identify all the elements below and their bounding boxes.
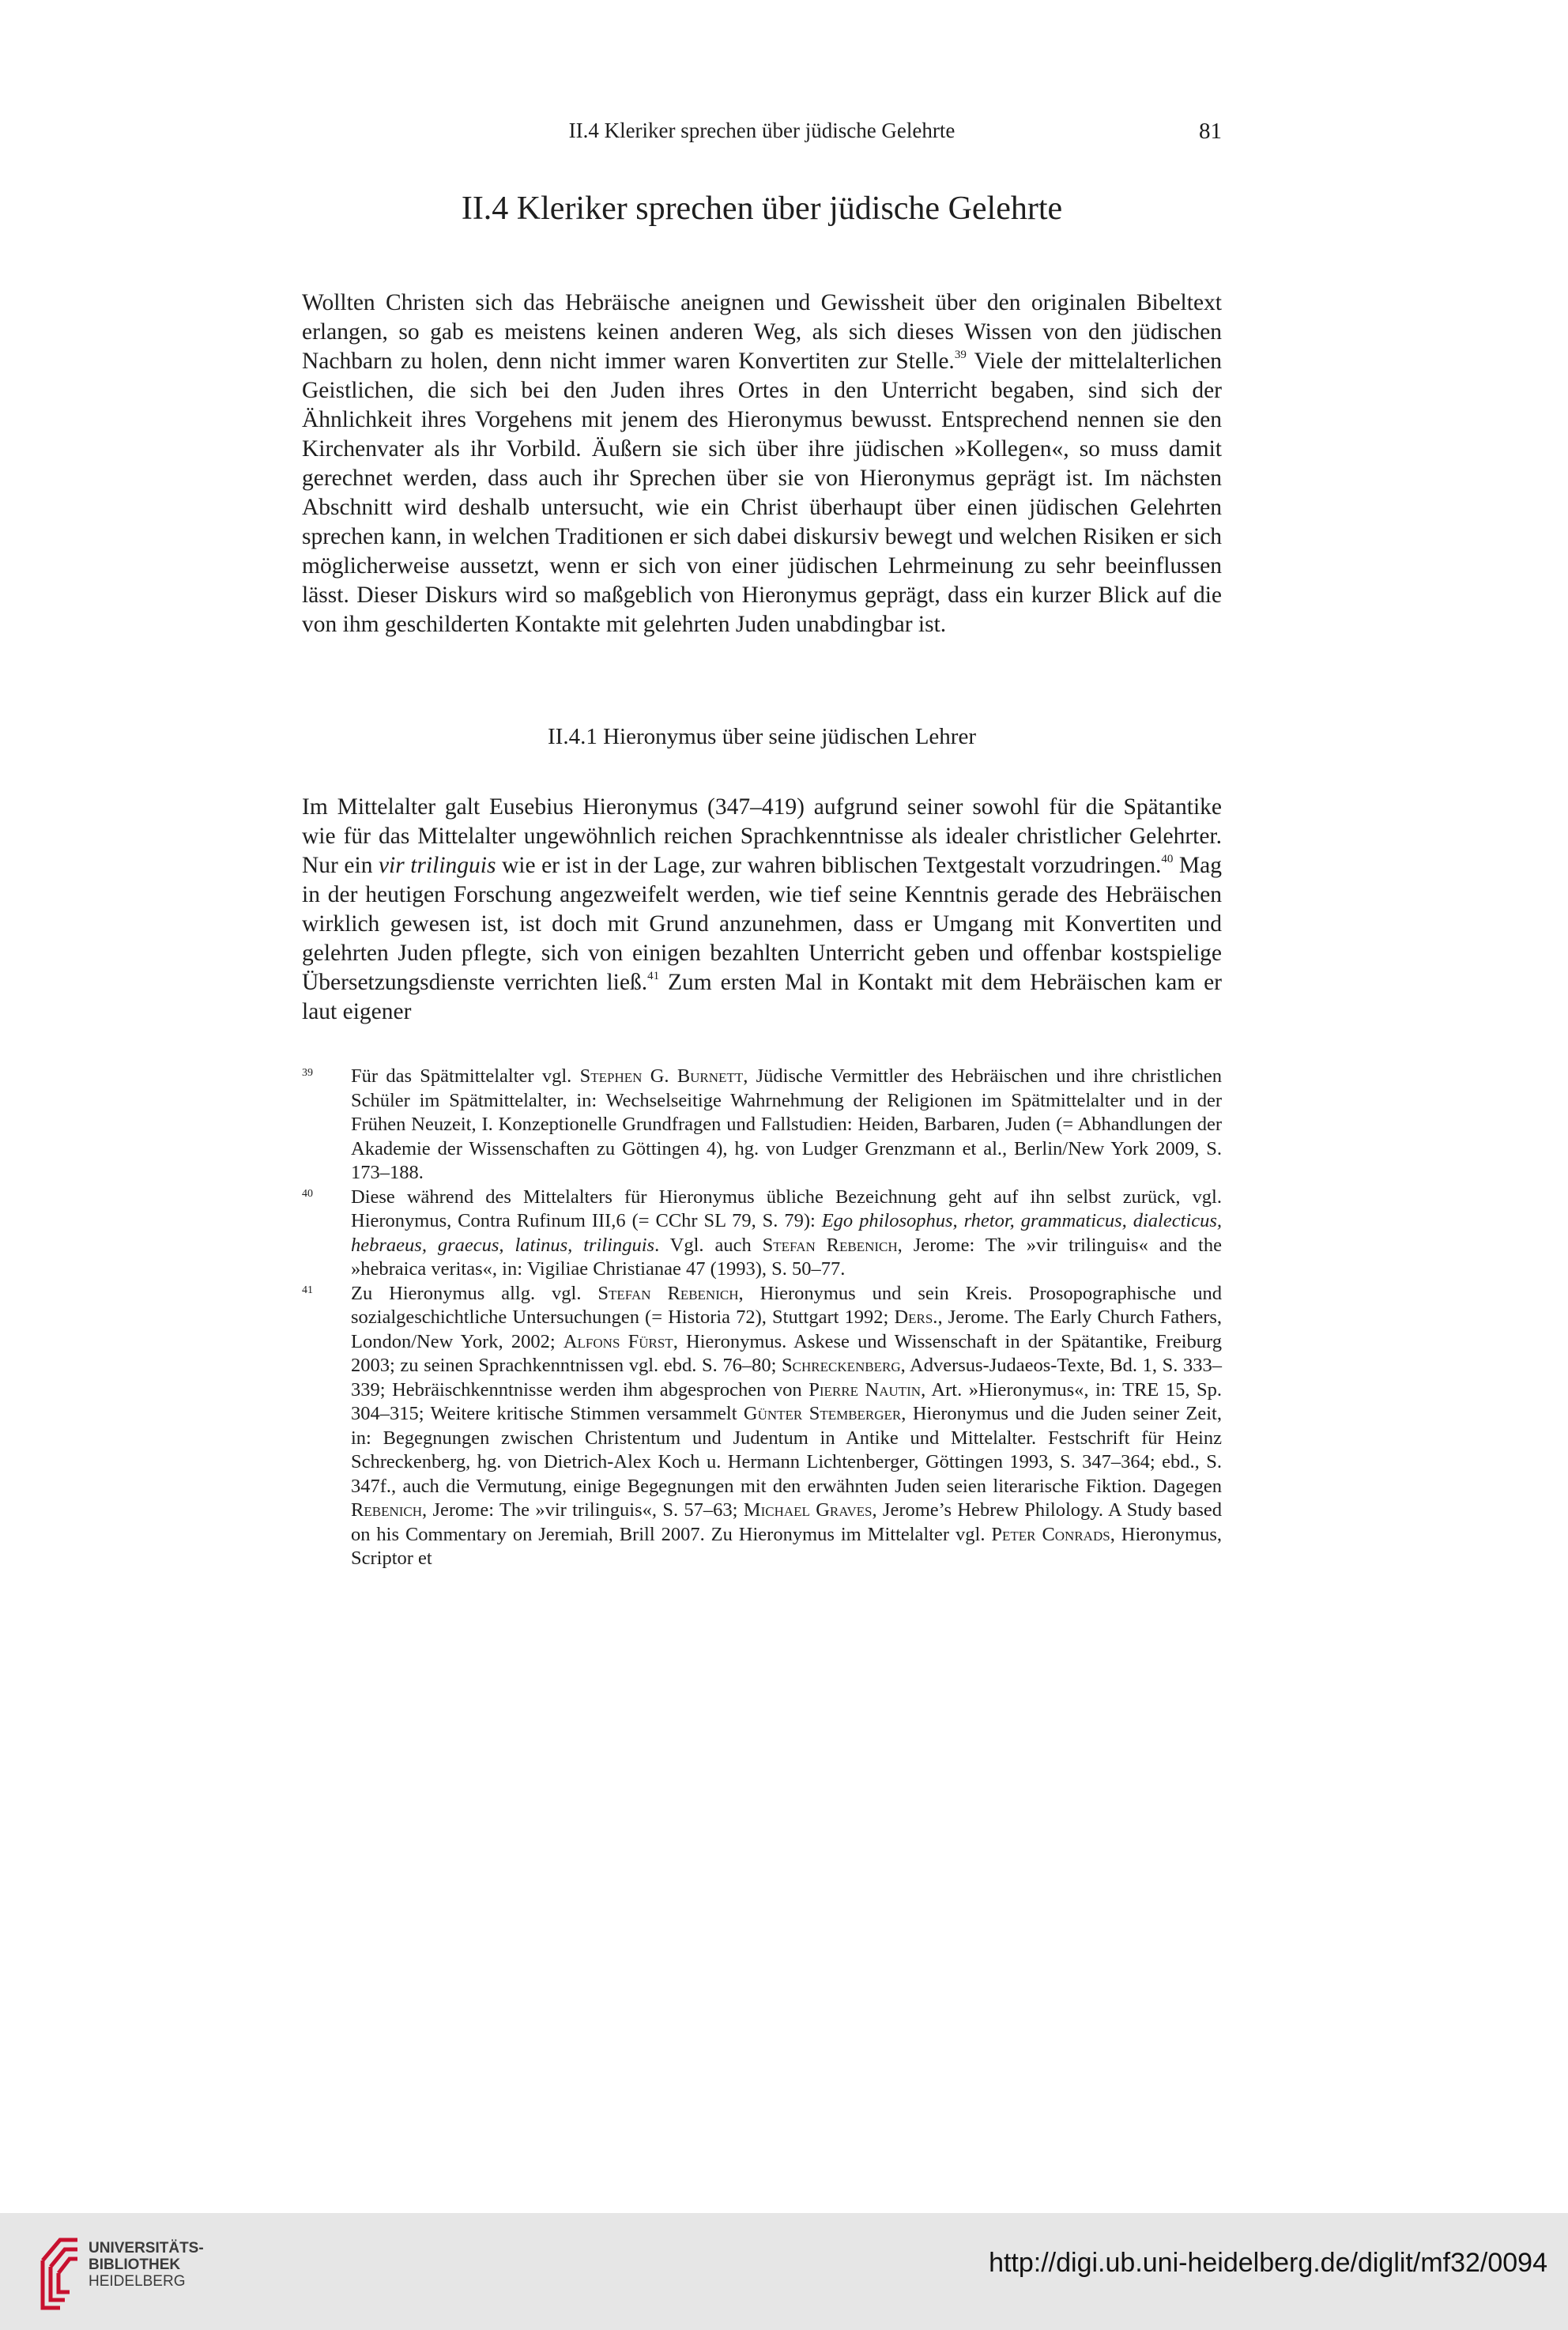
paragraph-text: Viele der mittelalterlichen Geistlichen, die sich bei den Juden ihres Ortes in den Unterricht begaben, sind sich der Ähnlichkeit ihres Vorgehens mit jenem des Hieronymus bewusst. Entsprechend nennen sie den Kirchenvater als ihr Vorbild. Äußern sie sich über ihre jüdischen »Kollegen«, so muss damit gerechnet werden, dass auch ihr Sprechen über sie von Hieronymus geprägt ist. Im nächsten Abschnitt wird deshalb untersucht, wie ein Christ überhaupt über einen jüdischen Gelehrten sprechen kann, in welchen Traditionen er sich dabei diskursiv bewegt und welchen Risiken er sich möglicherweise aussetzt, wenn er sich von einer jüdischen Lehrmeinung zu sehr beeinflussen lässt. Dieser Diskurs wird so maßgeblich von Hieronymus geprägt, dass ein kurzer Blick auf die von ihm geschilderten Kontakte mit gelehrten Juden unabdingbar ist. xyxy=(302,349,1222,637)
footnote-39 xyxy=(302,1065,1222,1186)
author-name: Günter Stemberger xyxy=(743,1403,902,1424)
footnote-text: , Hieronymus, Scriptor et xyxy=(351,1523,1222,1569)
footnote-ref-39[interactable]: 39 xyxy=(954,349,967,362)
footnote-text: , Jüdische Vermittler des Hebräischen und ihre christlichen Schüler im Spätmittelalter, in: Wechselseitige Wahrnehmung der Religionen im Spätmittelalter und in der Frühen Neuzeit, I. Konzeptionelle Grundfragen und Fallstudien: Heiden, Barbaren, Juden (= Abhandlungen der Akademie der Wissenschaften zu Göttingen 4), hg. von Ludger Grenzmann et al., Berlin/New York 2009, S. 173–188. xyxy=(351,1065,1222,1183)
author-name: Rebenich xyxy=(351,1499,423,1521)
footnote-text: , Jerome: The »vir trilinguis«, S. 57–63; xyxy=(422,1499,744,1521)
running-head-title: II.4 Kleriker sprechen über jüdische Gelehrte xyxy=(568,119,956,142)
source-url[interactable]: http://digi.ub.uni-heidelberg.de/diglit/mf32/0094 xyxy=(989,2248,1547,2278)
paragraph-text: Wollten Christen sich das Hebräische aneignen und Gewissheit über den originalen Bibeltext erlangen, so gab es meistens keinen anderen Weg, als sich dieses Wissen von den jüdischen Nachbarn zu holen, denn nicht immer waren Konvertiten zur Stelle. xyxy=(302,290,1222,374)
logo-line: BIBLIOTHEK xyxy=(89,2256,181,2273)
author-name: Pierre Nautin xyxy=(808,1378,922,1401)
running-head xyxy=(302,119,1222,150)
footnote-text: , Hieronymus. Askese und Wissenschaft in der Spätantike, Freiburg 2003; zu seinen Sprachkenntnissen vgl. ebd. S. 76–80; xyxy=(351,1330,1222,1376)
footnote-40 xyxy=(302,1186,1222,1282)
footnote-text: , Art. »Hieronymus«, in: TRE 15, Sp. 304–315; Weitere kritische Stimmen versammelt xyxy=(351,1378,1222,1424)
footnote-text: , Hieronymus und die Juden seiner Zeit, in: Begegnungen zwischen Christentum und Judentum in Antike und Mittelalter. Festschrift für Heinz Schreckenberg, hg. von Dietrich-Alex Koch u. Hermann Lichtenberger, Göttingen 1993, S. 347–364; ebd., S. 347f., auch die Vermutung, einige Begegnungen mit den erwähnten Juden seien literarische Fiktion. Dagegen xyxy=(351,1403,1222,1497)
footnote-text: Diese während des Mittelalters für Hieronymus übliche Bezeichnung geht auf ihn selbst zurück, vgl. Hieronymus, Contra Rufinum III,6 (= CChr SL 79, S. 79): xyxy=(351,1186,1222,1231)
footnote-text: , Jerome. The Early Church Fathers, London/New York, 2002; xyxy=(351,1306,1223,1352)
footnote-text: Zu Hieronymus allg. vgl. xyxy=(351,1282,598,1304)
footnote-text: . Vgl. auch xyxy=(654,1234,763,1256)
footnote-text: , Hieronymus und sein Kreis. Prosopographische und sozialgeschichtliche Untersuchungen (= Historia 72), Stuttgart 1992; xyxy=(351,1282,1222,1328)
paragraph-text: Zum ersten Mal in Kontakt mit dem Hebräischen kam er laut eigener xyxy=(302,970,1223,1024)
footnote-number: 40 xyxy=(302,1187,313,1200)
logo-line: UNIVERSITÄTS- xyxy=(89,2240,204,2256)
author-name: Stefan Rebenich xyxy=(762,1234,898,1256)
footnote-ref-41[interactable]: 41 xyxy=(647,970,660,983)
footnote-41 xyxy=(302,1282,1222,1571)
author-name: Peter Conrads xyxy=(991,1523,1110,1545)
logo-line: HEIDELBERG xyxy=(89,2273,186,2290)
intro-paragraph xyxy=(302,288,1222,639)
author-name: Michael Graves xyxy=(743,1499,873,1521)
author-name: Stefan Rebenich xyxy=(597,1282,739,1304)
library-logo[interactable] xyxy=(36,2229,218,2316)
footnote-number: 41 xyxy=(302,1284,313,1296)
footnote-text: , Jerome: The »vir trilinguis« and the »hebraica veritas«, in: Vigiliae Christianae 47 (1993), S. 50–77. xyxy=(351,1234,1222,1280)
section-paragraph xyxy=(302,793,1222,1027)
footnote-ref-40[interactable]: 40 xyxy=(1161,853,1174,866)
footnote-text: Für das Spätmittelalter vgl. xyxy=(351,1065,580,1087)
author-name: Schreckenberg xyxy=(782,1355,901,1376)
footnote-text: , Adversus-Judaeos-Texte, Bd. 1, S. 333–339; Hebräischkenntnisse werden ihm abgesprochen von xyxy=(351,1355,1222,1401)
latin-quote: Ego philosophus, rhetor, grammaticus, dialecticus, hebraeus, graecus, latinus, trilinguis xyxy=(351,1210,1222,1256)
library-logo-icon xyxy=(36,2229,84,2316)
chapter-title: II.4 Kleriker sprechen über jüdische Gelehrte xyxy=(461,190,1063,227)
author-name: Stephen G. Burnett xyxy=(579,1065,744,1087)
section-heading: II.4.1 Hieronymus über seine jüdischen Lehrer xyxy=(548,724,976,749)
italic-term: vir trilinguis xyxy=(378,853,496,878)
footer-bar xyxy=(0,2213,1568,2330)
page-number: 81 xyxy=(1199,119,1222,144)
footnote-text: , Jerome’s Hebrew Philology. A Study based on his Commentary on Jeremiah, Brill 2007. Zu Hieronymus im Mittelalter vgl. xyxy=(351,1499,1222,1545)
paragraph-text: Im Mittelalter galt Eusebius Hieronymus (347–419) aufgrund seiner sowohl für die Spätantike wie für das Mittelalter ungewöhnlich reichen Sprachkenntnisse als idealer christlicher Gelehrter. Nur ein xyxy=(302,794,1222,878)
footnotes xyxy=(302,1065,1222,1571)
footnote-number: 39 xyxy=(302,1067,313,1079)
paragraph-text: wie er ist in der Lage, zur wahren biblischen Textgestalt vorzudringen. xyxy=(496,853,1162,878)
paragraph-text: Mag in der heutigen Forschung angezweifelt werden, wie tief seine Kenntnis gerade des Hebräischen wirklich gewesen ist, ist doch mit Grund anzunehmen, dass er Umgang mit Konvertiten und gelehrten Juden pflegte, sich von einigen bezahlten Unterricht geben und offenbar kostspielige Übersetzungsdienste verrichten ließ. xyxy=(302,853,1222,995)
author-name: Alfons Fürst xyxy=(563,1330,673,1352)
author-name: Ders. xyxy=(894,1306,938,1328)
library-logo-text xyxy=(89,2240,204,2290)
